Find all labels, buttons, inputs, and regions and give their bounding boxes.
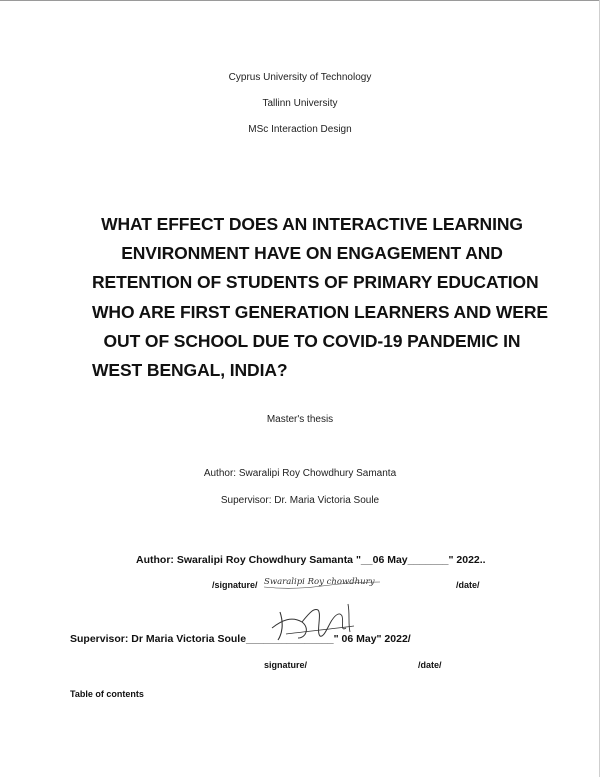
institution-2: Tallinn University [262,98,338,109]
thesis-title [92,210,548,385]
supervisor-date-label: /date/ [418,660,442,670]
page-top-border [0,0,600,1]
author-line: Author: Swaralipi Roy Chowdhury Samanta [203,468,397,479]
author-sign-line: Author: Swaralipi Roy Chowdhury Samanta "__06 May_______" 2022.. [136,554,486,566]
thesis-type: Master's thesis [266,414,334,425]
institution-1: Cyprus University of Technology [228,72,372,83]
title-line: ENVIRONMENT HAVE ON ENGAGEMENT AND [121,243,503,264]
author-date-label: /date/ [456,580,480,590]
author-signature-label: /signature/ [212,580,258,590]
author-signature-text: Swaralipi Roy chowdhury [264,577,375,587]
supervisor-sign-line: Supervisor: Dr Maria Victoria Soule_______________" 06 May" 2022/ [70,633,411,645]
supervisor-line: Supervisor: Dr. Maria Victoria Soule [220,495,380,506]
institution-3: MSc Interaction Design [248,124,352,135]
title-line: WEST BENGAL, INDIA? [92,360,288,381]
title-line: WHO ARE FIRST GENERATION LEARNERS AND WERE [92,301,548,322]
title-line: OUT OF SCHOOL DUE TO COVID-19 PANDEMIC IN [103,330,521,351]
title-line: WHAT EFFECT DOES AN INTERACTIVE LEARNING [101,214,523,234]
title-line: RETENTION OF STUDENTS OF PRIMARY EDUCATION [92,272,539,293]
supervisor-signature-label: signature/ [264,660,308,670]
author-signature-image [262,570,392,592]
toc-heading: Table of contents [70,689,144,699]
